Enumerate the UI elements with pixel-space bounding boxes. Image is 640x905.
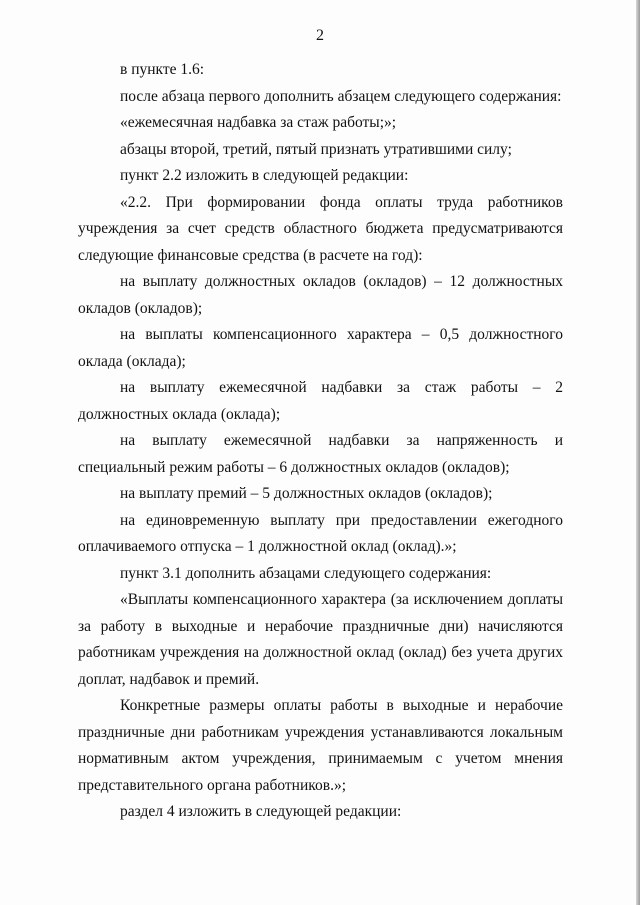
paragraph: «ежемесячная надбавка за стаж работы;»;: [120, 114, 397, 131]
paragraph: раздел 4 изложить в следующей редакции:: [120, 803, 402, 820]
paragraph: на выплату премий – 5 должностных окладов (окладов);: [120, 485, 493, 502]
paragraph: на выплаты компенсационного характера – 0,5 должностного оклада (оклада);: [78, 326, 563, 370]
paragraph: абзацы второй, третий, пятый признать утратившими силу;: [120, 140, 512, 158]
paragraph: на выплату должностных окладов (окладов) – 12 должностных окладов (окладов);: [78, 273, 563, 317]
paragraph: пункт 3.1 дополнить абзацами следующего содержания:: [120, 564, 492, 582]
paragraph: на единовременную выплату при предоставлении ежегодного оплачиваемого отпуска – 1 должностной оклад (оклад).»;: [78, 511, 563, 555]
page-edge-shadow: [636, 0, 640, 905]
paragraph: на выплату ежемесячной надбавки за напряженность и специальный режим работы – 6 должностных окладов (окладов);: [78, 432, 563, 476]
paragraph: в пункте 1.6:: [120, 61, 205, 78]
paragraph: Конкретные размеры оплаты работы в выходные и нерабочие праздничные дни работникам учреждения устанавливаются локальным нормативным актом учреждения, принимаемым с учетом мнения представительного органа работников.»;: [78, 697, 563, 794]
paragraph: «2.2. При формировании фонда оплаты труда работников учреждения за счет средств областного бюджета предусматриваются следующие финансовые средства (в расчете на год):: [78, 193, 563, 264]
document-body: [78, 57, 563, 826]
paragraph: пункт 2.2 изложить в следующей редакции:: [120, 167, 409, 184]
paragraph: после абзаца первого дополнить абзацем следующего содержания:: [120, 87, 562, 105]
page-number: 2: [316, 27, 324, 44]
paragraph: на выплату ежемесячной надбавки за стаж работы – 2 должностных оклада (оклада);: [78, 379, 563, 423]
paragraph: «Выплаты компенсационного характера (за исключением доплаты за работу в выходные и нерабочие праздничные дни) начисляются работникам учреждения на должностной оклад (оклад) без учета других доплат, надбавок и премий.: [78, 591, 563, 688]
